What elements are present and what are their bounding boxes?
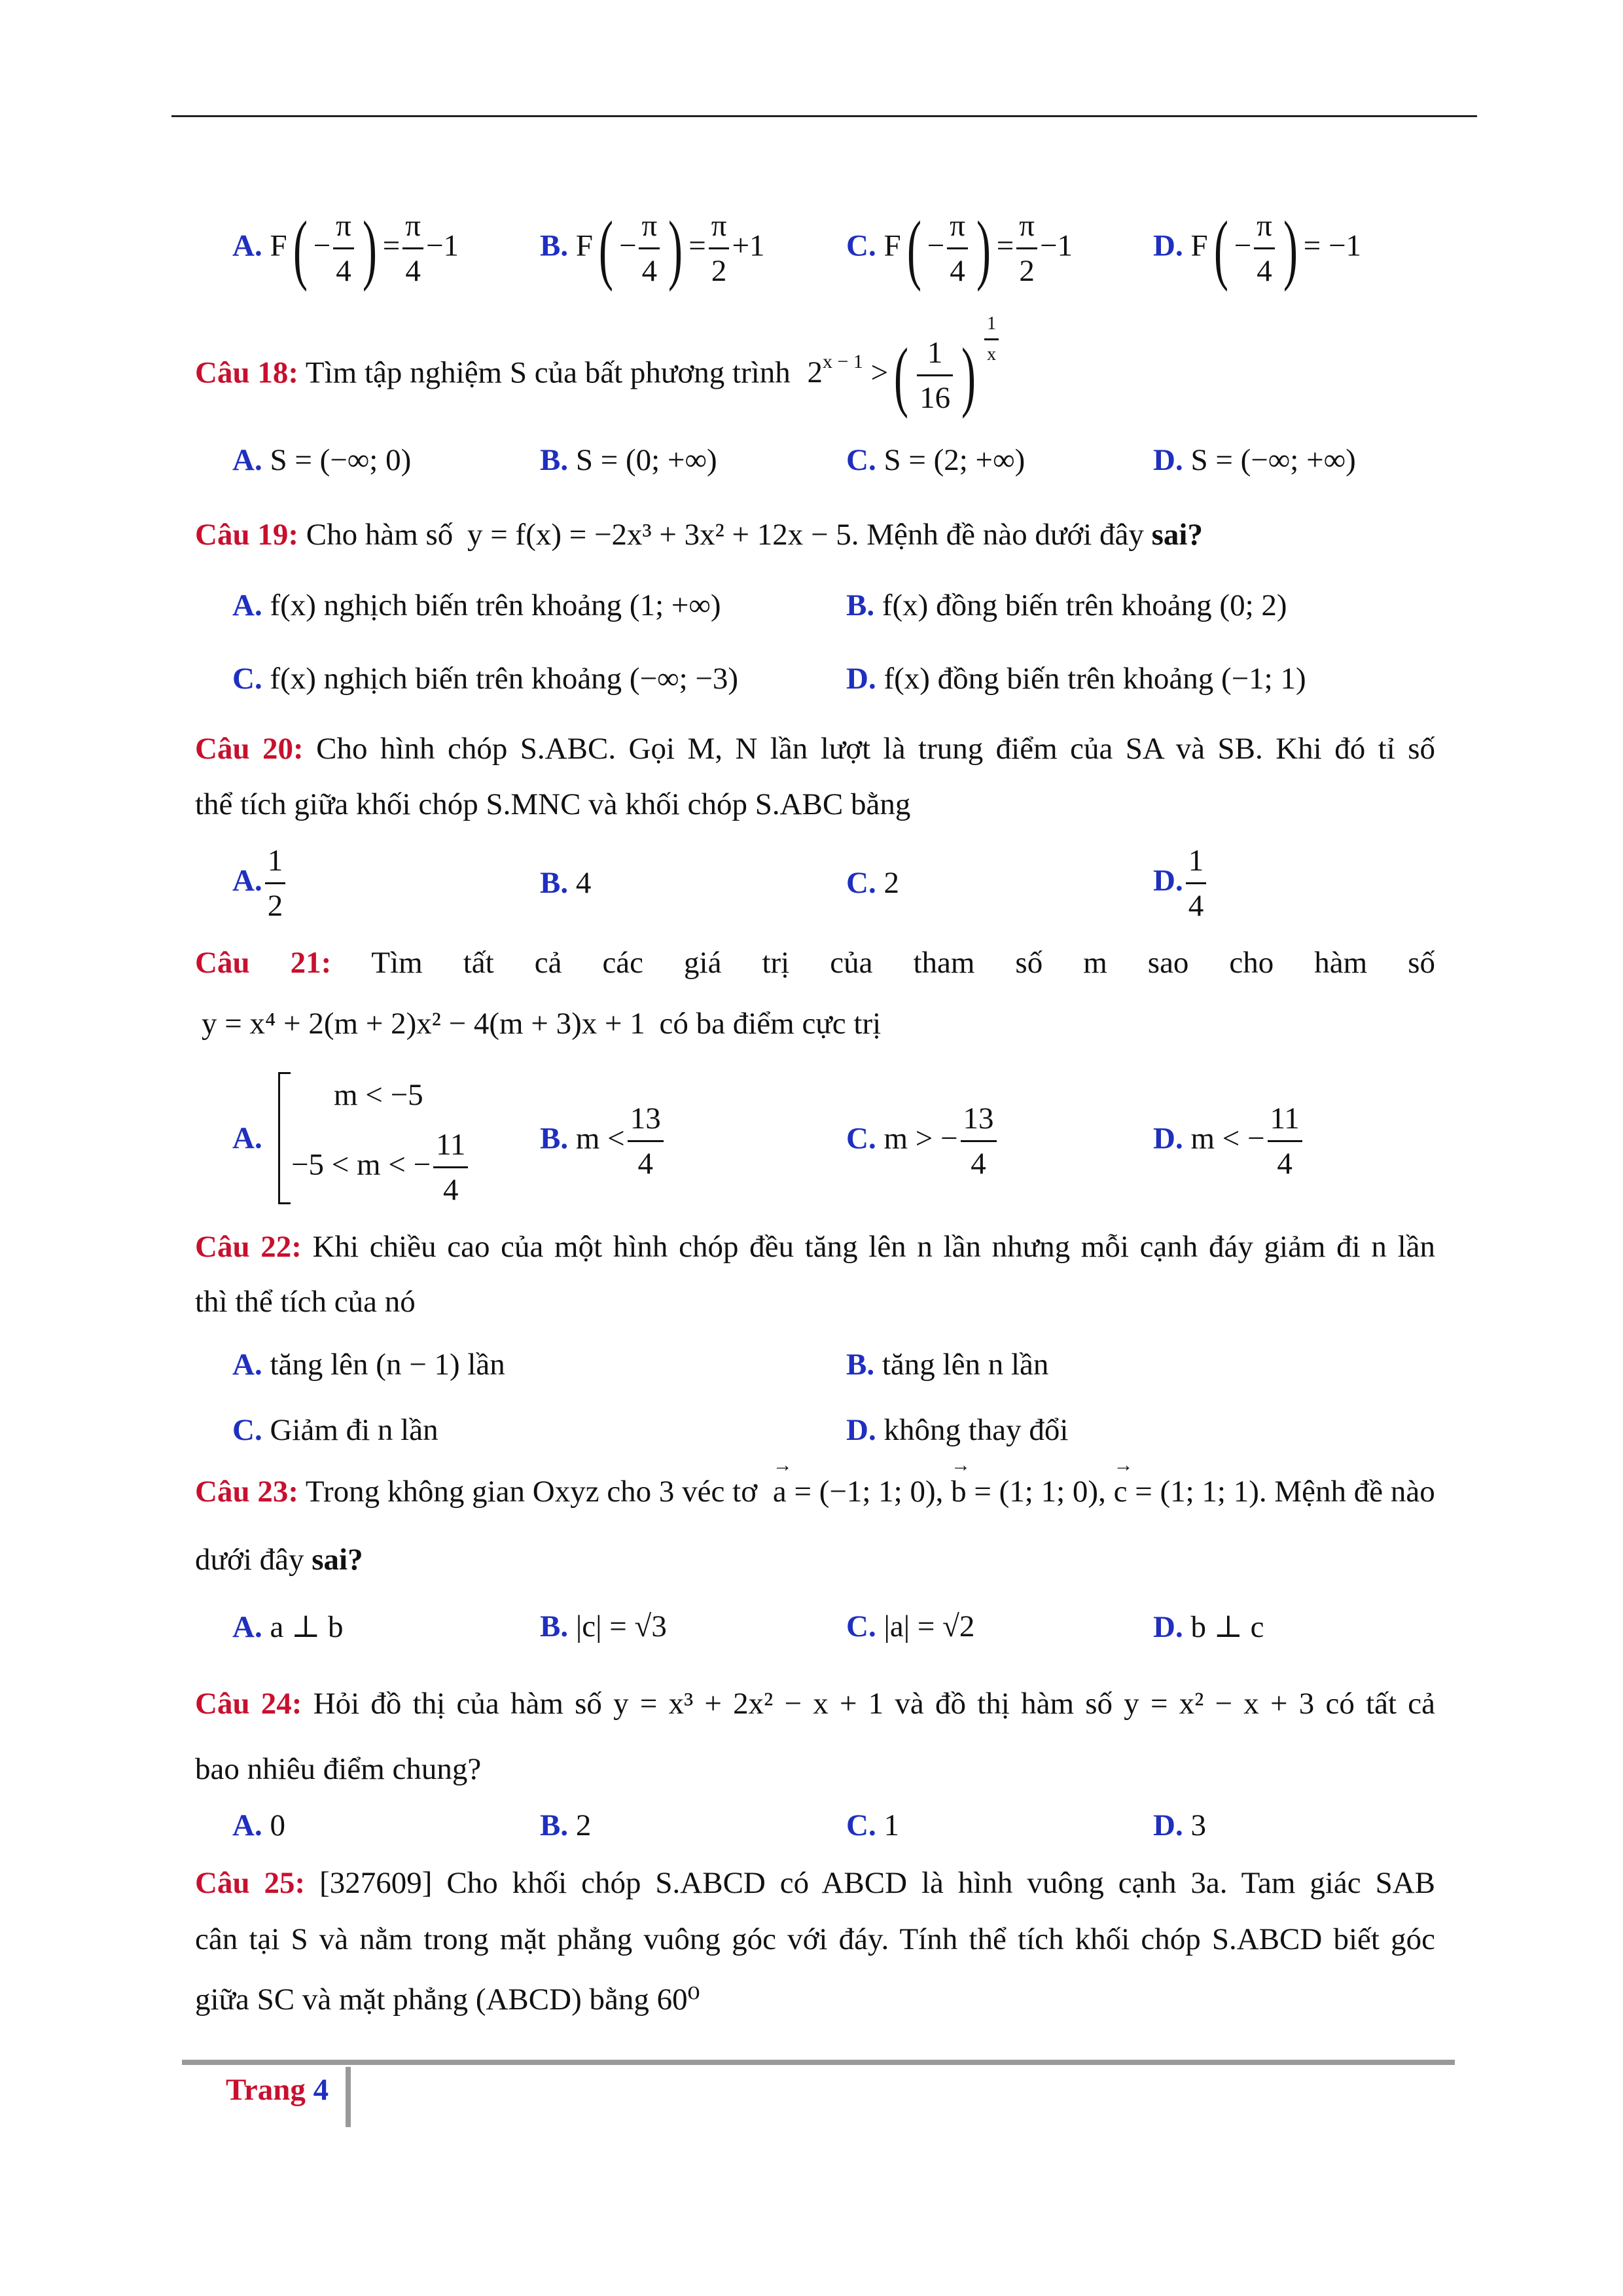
- option-label: B.: [540, 228, 569, 263]
- option-label: B.: [846, 1348, 875, 1382]
- option-label: C.: [232, 662, 262, 696]
- option-label: C.: [846, 443, 876, 477]
- footer-rule: [182, 2060, 1455, 2065]
- option-label: B.: [540, 1121, 569, 1156]
- frac-num: π: [711, 209, 727, 243]
- q20-line1: [195, 731, 1435, 766]
- q24-option-d[interactable]: [1153, 1808, 1206, 1843]
- vector-value: = (1; 1; 1): [1135, 1475, 1259, 1509]
- q23-option-b[interactable]: [540, 1609, 667, 1644]
- q18-stem: Câu 18: Tìm tập nghiệm S của bất phương trình $2^{x - 1}$ >( $\frac{1}{16}$ ) $\frac{1}{x}$: [195, 335, 1001, 416]
- tail: +1: [732, 228, 765, 263]
- q18-option-c[interactable]: [846, 442, 1025, 478]
- option-text: b ⊥ c: [1190, 1610, 1264, 1644]
- q22-option-c[interactable]: [232, 1412, 438, 1448]
- frac-den: 4: [628, 1140, 664, 1181]
- option-label: A.: [232, 1348, 262, 1382]
- option-text: a ⊥ b: [270, 1610, 344, 1644]
- option-text: S = (−∞; +∞): [1190, 443, 1356, 477]
- question-label: Câu 20:: [195, 732, 304, 766]
- q24-line1: [195, 1686, 1435, 1721]
- q18-option-a[interactable]: [232, 442, 411, 478]
- frac-den: 4: [1254, 247, 1275, 289]
- frac-num: π: [1257, 209, 1272, 243]
- q21-option-d[interactable]: [1153, 1101, 1305, 1181]
- q20-line2: thể tích giữa khối chóp S.MNC và khối chóp S.ABC bằng: [195, 787, 911, 821]
- frac-den: 4: [1268, 1140, 1302, 1181]
- option-label: B.: [846, 588, 875, 622]
- func-name: F: [883, 228, 901, 263]
- frac-num: π: [950, 209, 965, 243]
- question-text: dưới đây: [195, 1543, 304, 1577]
- q24-option-c[interactable]: [846, 1808, 899, 1843]
- option-label: A.: [232, 1808, 262, 1842]
- frac-num: π: [336, 209, 351, 243]
- option-text: f(x) nghịch biến trên khoảng (1; +∞): [270, 588, 721, 622]
- q21-line2: [202, 1006, 881, 1041]
- q19-stem: [195, 517, 1203, 552]
- q20-option-c[interactable]: [846, 865, 899, 901]
- option-label: C.: [846, 1121, 876, 1156]
- question-label: Câu 22:: [195, 1230, 302, 1264]
- option-label: D.: [1153, 443, 1183, 477]
- emphasis: sai?: [1151, 518, 1203, 552]
- vector-value: = (1; 1; 0),: [974, 1475, 1106, 1509]
- q22-option-a[interactable]: [232, 1347, 505, 1382]
- question-text: Khi chiều cao của một hình chóp đều tăng lên n lần nhưng mỗi cạnh đáy giảm đi n lần: [312, 1230, 1436, 1264]
- header-rule: [171, 115, 1477, 117]
- frac-den: 4: [333, 247, 354, 289]
- option-text: 2: [575, 1808, 592, 1842]
- question-text: Cho hàm số: [306, 518, 454, 552]
- option-label: D.: [1153, 1808, 1183, 1842]
- question-text: và đồ thị hàm số: [895, 1687, 1113, 1721]
- option-label: C.: [846, 228, 876, 263]
- q18-option-d[interactable]: [1153, 442, 1356, 478]
- option-label: A.: [232, 228, 262, 263]
- q21-option-b[interactable]: [540, 1101, 666, 1181]
- question-label: Câu 24:: [195, 1687, 302, 1721]
- question-label: Câu 25:: [195, 1866, 306, 1900]
- q17-option-a[interactable]: A. F( − $\frac{\pi}{4}$ ) = $\frac{\pi}{4}$ −1: [232, 204, 459, 292]
- frac-num: π: [1019, 209, 1035, 243]
- q18-option-b[interactable]: [540, 442, 717, 478]
- q23-line1: [195, 1474, 1435, 1509]
- page-footer: [226, 2072, 329, 2108]
- option-text: Giảm đi n lần: [270, 1413, 438, 1447]
- frac-num: 1: [267, 844, 283, 878]
- frac-num: 13: [963, 1102, 994, 1136]
- exp-num: 1: [987, 314, 997, 334]
- frac-num: 13: [630, 1102, 661, 1136]
- frac-den: 2: [1016, 247, 1037, 289]
- option-label: D.: [1153, 863, 1183, 898]
- question-text: giữa SC và mặt phẳng: [195, 1982, 469, 2017]
- q23-option-c[interactable]: [846, 1609, 974, 1644]
- inequality: m <: [575, 1121, 625, 1156]
- q22-option-d[interactable]: [846, 1412, 1068, 1448]
- option-text: tăng lên (n − 1) lần: [270, 1348, 505, 1382]
- rhs: = −1: [1303, 228, 1362, 263]
- question-text: bằng: [589, 1982, 649, 2017]
- q22-line2: thì thể tích của nó: [195, 1285, 416, 1319]
- q21-option-a-row1[interactable]: m < −5: [334, 1078, 423, 1112]
- frac-den: 16: [917, 374, 953, 416]
- q21-option-c[interactable]: [846, 1101, 999, 1181]
- question-text: Tìm tập nghiệm S của bất phương trình: [305, 355, 791, 390]
- option-text: S = (0; +∞): [575, 443, 717, 477]
- option-label: B.: [540, 1808, 569, 1842]
- q21-option-a-label: [232, 1121, 262, 1156]
- option-text: 4: [575, 866, 592, 900]
- question-text: Trong không gian Oxyz cho 3 véc tơ: [305, 1475, 758, 1509]
- tail: −1: [426, 228, 459, 263]
- system-bracket: [278, 1072, 291, 1204]
- function-formula: y = x² − x + 3: [1124, 1687, 1315, 1721]
- option-label: C.: [232, 1413, 262, 1447]
- option-text: không thay đổi: [883, 1413, 1069, 1447]
- question-text: . Mệnh đề nào dưới đây: [851, 518, 1144, 552]
- q19-option-b[interactable]: [846, 588, 1287, 623]
- func-name: F: [1190, 228, 1208, 263]
- function-formula: y = x⁴ + 2(m + 2)x² − 4(m + 3)x + 1: [202, 1007, 645, 1041]
- q19-option-d[interactable]: [846, 661, 1306, 696]
- q17-option-c[interactable]: C. F( − $\frac{\pi}{4}$ ) = $\frac{\pi}{2}$ −1: [846, 204, 1073, 292]
- question-text: Cho hình chóp S.ABC. Gọi M, N lần lượt là trung điểm của SA và SB. Khi đó tỉ số: [316, 732, 1436, 766]
- frac-num: 1: [1188, 844, 1204, 878]
- option-text: S = (2; +∞): [883, 443, 1026, 477]
- q23-line2: [195, 1542, 363, 1577]
- frac-den: 4: [433, 1166, 468, 1208]
- frac-num: π: [405, 209, 421, 243]
- q17-option-b[interactable]: B. F( − $\frac{\pi}{4}$ ) = $\frac{\pi}{2}$ +1: [540, 204, 765, 292]
- frac-num: π: [641, 209, 658, 243]
- option-text: f(x) đồng biến trên khoảng (0; 2): [882, 588, 1287, 622]
- power-exp: x − 1: [823, 351, 863, 373]
- option-text: 3: [1190, 1808, 1206, 1842]
- option-text: |c| = √3: [575, 1609, 667, 1643]
- q22-line1: [195, 1229, 1435, 1265]
- option-label: A.: [232, 1121, 262, 1155]
- inequality: m > −: [883, 1121, 958, 1156]
- function-formula: y = f(x) = −2x³ + 3x² + 12x − 5: [467, 518, 851, 552]
- option-text: S = (−∞; 0): [270, 443, 412, 477]
- question-text: Tìm tất cả các giá trị của tham số m sao cho hàm số: [371, 946, 1436, 980]
- q25-line3: [195, 1981, 700, 2017]
- question-label: Câu 23:: [195, 1475, 298, 1509]
- vector-a: → a: [773, 1474, 787, 1509]
- option-label: A.: [232, 1610, 262, 1644]
- func-name: F: [270, 228, 287, 263]
- option-label: C.: [846, 1609, 876, 1643]
- option-label: A.: [232, 588, 262, 622]
- q25-line1: [195, 1865, 1435, 1901]
- inequality: −5 < m < −: [291, 1147, 431, 1182]
- angle-value: 60⁰: [656, 1982, 700, 2017]
- vector-c: → c: [1114, 1474, 1128, 1509]
- q20-option-a[interactable]: [232, 843, 288, 924]
- question-text: [327609] Cho khối chóp S.ABCD có ABCD là hình vuông cạnh 3a. Tam giác SAB: [319, 1866, 1436, 1900]
- option-label: C.: [846, 866, 876, 900]
- option-text: tăng lên n lần: [882, 1348, 1049, 1382]
- option-label: A.: [232, 443, 262, 477]
- footer-divider: [346, 2067, 351, 2127]
- option-label: D.: [846, 662, 876, 696]
- footer-label: Trang: [226, 2073, 306, 2107]
- frac-den: 4: [402, 247, 423, 289]
- q19-option-c[interactable]: [232, 661, 738, 696]
- q21-option-a-row2[interactable]: [291, 1127, 471, 1208]
- func-name: F: [575, 228, 593, 263]
- option-label: D.: [846, 1413, 876, 1447]
- question-text: có tất cả: [1325, 1687, 1436, 1721]
- q17-option-d[interactable]: D. F( − $\frac{\pi}{4}$ ) = −1: [1153, 204, 1362, 292]
- frac-den: 4: [961, 1140, 997, 1181]
- q23-option-a[interactable]: [232, 1609, 344, 1645]
- question-text: . Mệnh đề nào: [1258, 1475, 1435, 1509]
- q23-option-d[interactable]: [1153, 1609, 1264, 1645]
- frac-num: 11: [436, 1128, 466, 1162]
- power-base: 2: [807, 355, 823, 390]
- option-label: B.: [540, 866, 569, 900]
- plane-name: (ABCD): [475, 1982, 582, 2017]
- emphasis: sai?: [312, 1543, 363, 1577]
- q19-option-a[interactable]: [232, 588, 721, 623]
- q20-option-d[interactable]: [1153, 843, 1209, 924]
- frac-den: 2: [709, 247, 730, 289]
- frac-den: 4: [947, 247, 968, 289]
- q24-line2: bao nhiêu điểm chung?: [195, 1752, 482, 1786]
- frac-den: 4: [1186, 882, 1207, 924]
- exp-den: x: [984, 338, 999, 365]
- question-text: có ba điểm cực trị: [659, 1007, 882, 1041]
- question-label: Câu 19:: [195, 518, 298, 552]
- q24-option-b[interactable]: [540, 1808, 591, 1843]
- vector-value: = (−1; 1; 0),: [794, 1475, 944, 1509]
- frac-num: 1: [927, 336, 943, 370]
- q20-option-b[interactable]: [540, 865, 591, 901]
- option-label: B.: [540, 443, 569, 477]
- q24-option-a[interactable]: [232, 1808, 285, 1843]
- option-text: |a| = √2: [883, 1609, 975, 1643]
- inequality: m < −: [1190, 1121, 1265, 1156]
- option-label: D.: [1153, 1610, 1183, 1644]
- frac-num: 11: [1270, 1102, 1300, 1136]
- tail: −1: [1040, 228, 1073, 263]
- q21-line1: [195, 945, 1435, 980]
- option-label: C.: [846, 1808, 876, 1842]
- vector-b: → b: [951, 1474, 967, 1509]
- page-number: 4: [313, 2073, 329, 2107]
- frac-den: 4: [639, 247, 660, 289]
- operator: >: [870, 355, 889, 390]
- option-text: 2: [883, 866, 899, 900]
- q22-option-b[interactable]: [846, 1347, 1048, 1382]
- function-formula: y = x³ + 2x² − x + 1: [613, 1687, 884, 1721]
- frac-den: 2: [265, 882, 286, 924]
- option-text: 0: [270, 1808, 285, 1842]
- question-text: Hỏi đồ thị của hàm số: [313, 1687, 602, 1721]
- question-label: Câu 18:: [195, 355, 298, 390]
- option-text: f(x) nghịch biến trên khoảng (−∞; −3): [270, 662, 739, 696]
- option-text: 1: [883, 1808, 899, 1842]
- option-label: B.: [540, 1609, 569, 1643]
- option-text: f(x) đồng biến trên khoảng (−1; 1): [883, 662, 1306, 696]
- option-label: D.: [1153, 1121, 1183, 1156]
- option-label: A.: [232, 863, 262, 898]
- question-label: Câu 21:: [195, 946, 332, 980]
- option-label: D.: [1153, 228, 1183, 263]
- q25-line2: cân tại S và nằm trong mặt phẳng vuông góc với đáy. Tính thể tích khối chóp S.ABCD biết góc: [195, 1922, 1435, 1956]
